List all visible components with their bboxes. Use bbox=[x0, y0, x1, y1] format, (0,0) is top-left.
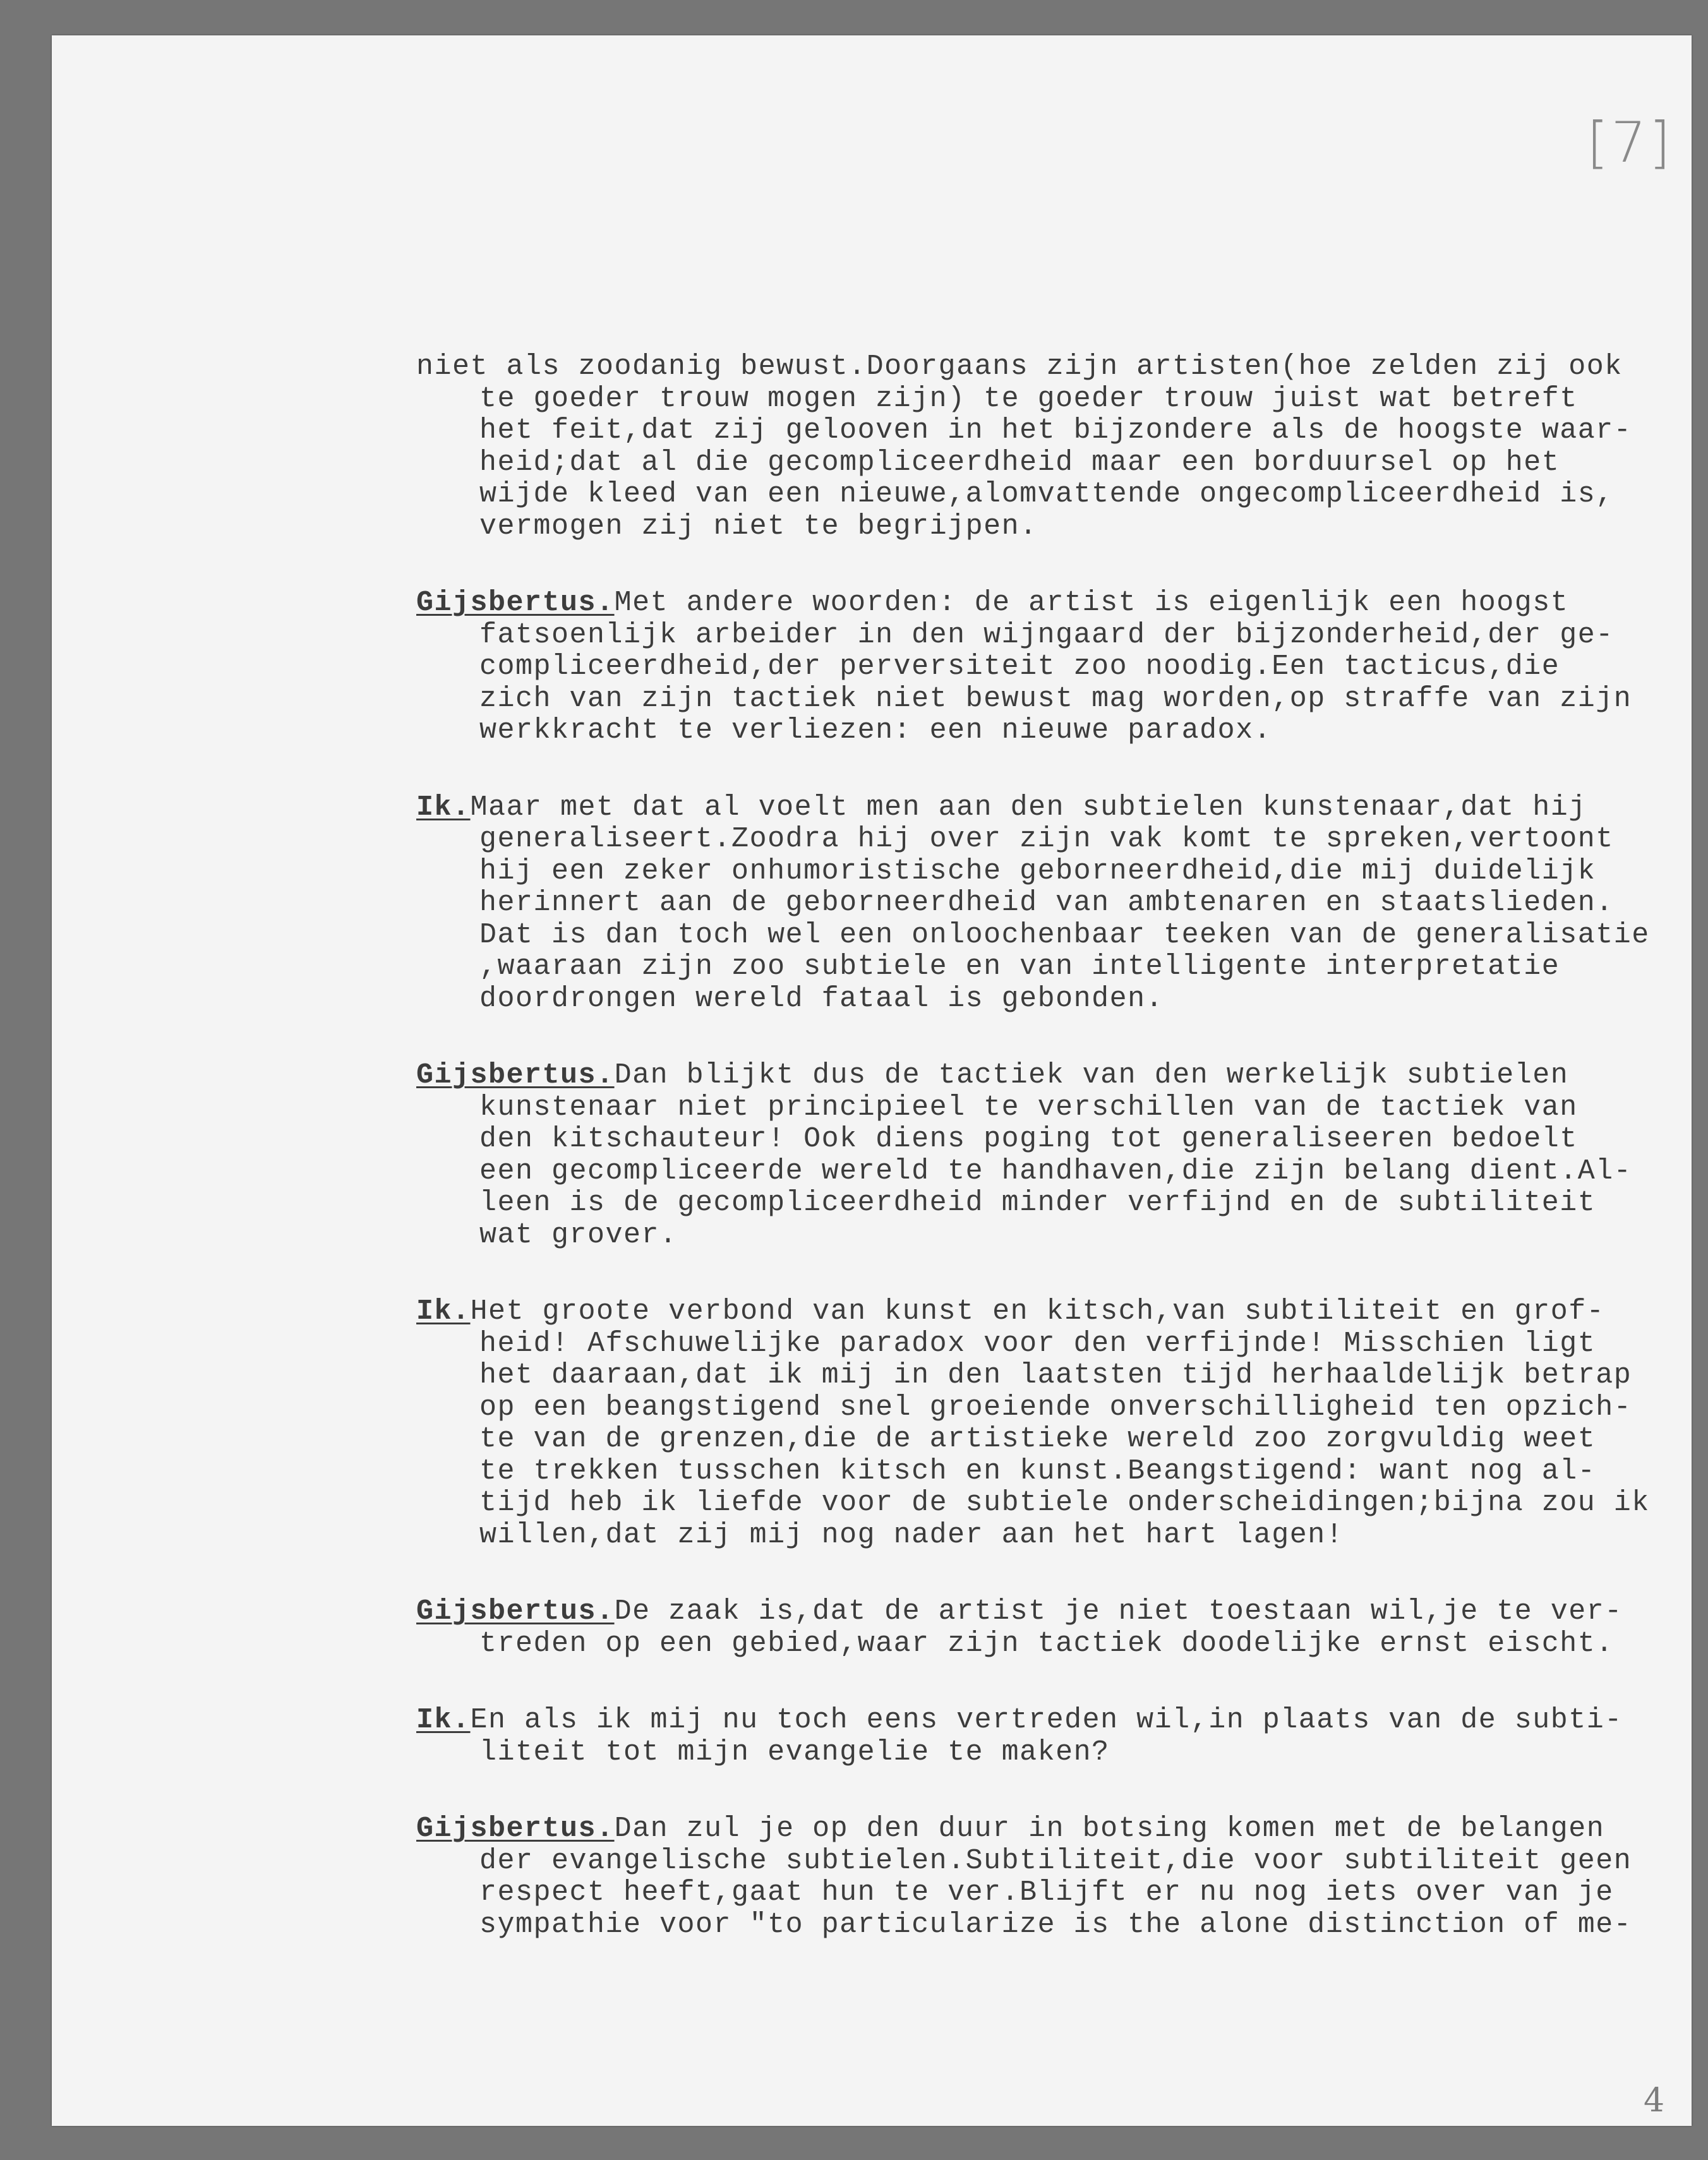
line-text: het feit,dat zij gelooven in het bijzondere als de hoogste waar- bbox=[479, 414, 1632, 447]
line-text: op een beangstigend snel groeiende onverschilligheid ten opzich- bbox=[479, 1391, 1632, 1424]
line-text: Dan zul je op den duur in botsing komen met de belangen bbox=[614, 1813, 1605, 1845]
text-line bbox=[416, 1487, 1708, 1520]
line-text: een gecompliceerde wereld te handhaven,die zijn belang dient.Al- bbox=[479, 1155, 1632, 1187]
line-text: te van de grenzen,die de artistieke wereld zoo zorgvuldig weet bbox=[479, 1423, 1596, 1455]
text-line bbox=[416, 887, 1708, 920]
text-line bbox=[416, 824, 1708, 856]
text-paragraph bbox=[416, 351, 1708, 543]
text-line bbox=[416, 1156, 1708, 1188]
text-line bbox=[416, 856, 1708, 888]
line-text: respect heeft,gaat hun te ver.Blijft er nu nog iets over van je bbox=[479, 1876, 1614, 1909]
text-line bbox=[416, 447, 1708, 479]
text-line bbox=[416, 1328, 1708, 1360]
text-line bbox=[416, 651, 1708, 683]
document-page bbox=[52, 35, 1692, 2126]
line-text: vermogen zij niet te begrijpen. bbox=[479, 510, 1038, 543]
text-line bbox=[416, 683, 1708, 716]
dialogue-paragraph bbox=[416, 1813, 1708, 1941]
dialogue-paragraph bbox=[416, 1596, 1708, 1660]
text-line bbox=[416, 1296, 1708, 1328]
line-text: Dat is dan toch wel een onloochenbaar teeken van de generalisatie bbox=[479, 918, 1650, 951]
dialogue-paragraph bbox=[416, 792, 1708, 1016]
text-line bbox=[416, 1705, 1708, 1737]
text-line bbox=[416, 351, 1708, 383]
text-line bbox=[416, 1060, 1708, 1092]
line-text: herinnert aan de geborneerdheid van ambtenaren en staatslieden. bbox=[479, 887, 1614, 919]
line-text: werkkracht te verliezen: een nieuwe paradox. bbox=[479, 714, 1272, 747]
line-text: zich van zijn tactiek niet bewust mag worden,op straffe van zijn bbox=[479, 682, 1632, 715]
text-line bbox=[416, 1124, 1708, 1156]
text-line bbox=[416, 511, 1708, 543]
text-line bbox=[416, 715, 1708, 747]
line-text: leen is de gecompliceerdheid minder verfijnd en de subtiliteit bbox=[479, 1187, 1596, 1219]
line-text: Maar met dat al voelt men aan den subtielen kunstenaar,dat hij bbox=[470, 791, 1587, 824]
line-text: Het groote verbond van kunst en kitsch,van subtiliteit en grof- bbox=[470, 1295, 1605, 1328]
speaker-name: Ik. bbox=[416, 1295, 471, 1328]
speaker-name: Ik. bbox=[416, 791, 471, 824]
dialogue-paragraph bbox=[416, 1060, 1708, 1251]
speaker-name: Gijsbertus. bbox=[416, 1813, 615, 1845]
line-text: tijd heb ik liefde voor de subtiele onderscheidingen;bijna zou ik bbox=[479, 1487, 1650, 1519]
line-text: den kitschauteur! Ook diens poging tot generaliseeren bedoelt bbox=[479, 1123, 1578, 1155]
text-line bbox=[416, 1909, 1708, 1941]
line-text: hij een zeker onhumoristische geborneerdheid,die mij duidelijk bbox=[479, 855, 1596, 887]
text-line bbox=[416, 1220, 1708, 1252]
text-line bbox=[416, 920, 1708, 952]
line-text: De zaak is,dat de artist je niet toestaan wil,je te ver- bbox=[614, 1595, 1623, 1628]
line-text: te goeder trouw mogen zijn) te goeder trouw juist wat betreft bbox=[479, 382, 1578, 415]
text-line bbox=[416, 1845, 1708, 1878]
line-text: Met andere woorden: de artist is eigenlijk een hoogst bbox=[614, 587, 1569, 619]
text-line bbox=[416, 1596, 1708, 1628]
dialogue-paragraph bbox=[416, 1296, 1708, 1551]
line-text: fatsoenlijk arbeider in den wijngaard der bijzonderheid,der ge- bbox=[479, 618, 1614, 651]
line-text: compliceerdheid,der perversiteit zoo noodig.Een tacticus,die bbox=[479, 651, 1560, 683]
line-text: treden op een gebied,waar zijn tactiek doodelijke ernst eischt. bbox=[479, 1627, 1614, 1660]
line-text: heid! Afschuwelijke paradox voor den verfijnde! Misschien ligt bbox=[479, 1327, 1596, 1360]
line-text: te trekken tusschen kitsch en kunst.Beangstigend: want nog al- bbox=[479, 1455, 1596, 1487]
speaker-name: Ik. bbox=[416, 1704, 471, 1736]
speaker-name: Gijsbertus. bbox=[416, 1595, 615, 1628]
line-text: Dan blijkt dus de tactiek van den werkelijk subtielen bbox=[614, 1059, 1569, 1091]
text-line bbox=[416, 1520, 1708, 1552]
line-text: willen,dat zij mij nog nader aan het hart lagen! bbox=[479, 1518, 1344, 1551]
line-text: kunstenaar niet principieel te verschillen van de tactiek van bbox=[479, 1091, 1578, 1124]
line-text: heid;dat al die gecompliceerdheid maar een borduursel op het bbox=[479, 446, 1560, 479]
text-line bbox=[416, 1424, 1708, 1456]
text-line bbox=[416, 1628, 1708, 1660]
line-text: het daaraan,dat ik mij in den laatsten tijd herhaaldelijk betrap bbox=[479, 1359, 1632, 1391]
speaker-name: Gijsbertus. bbox=[416, 587, 615, 619]
text-line bbox=[416, 1360, 1708, 1392]
text-line bbox=[416, 1392, 1708, 1424]
line-text: sympathie voor "to particularize is the alone distinction of me- bbox=[479, 1908, 1632, 1941]
handwritten-note: 4 bbox=[1644, 2082, 1665, 2120]
line-text: En als ik mij nu toch eens vertreden wil,in plaats van de subti- bbox=[470, 1704, 1623, 1736]
text-line bbox=[416, 951, 1708, 983]
text-line bbox=[416, 1737, 1708, 1769]
dialogue-paragraph bbox=[416, 587, 1708, 747]
line-text: doordrongen wereld fataal is gebonden. bbox=[479, 982, 1164, 1015]
speaker-name: Gijsbertus. bbox=[416, 1059, 615, 1091]
line-text: ,waaraan zijn zoo subtiele en van intelligente interpretatie bbox=[479, 951, 1560, 983]
line-text: niet als zoodanig bewust.Doorgaans zijn artisten(hoe zelden zij ook bbox=[416, 351, 1623, 383]
text-line bbox=[416, 1813, 1708, 1845]
page-number: [7] bbox=[1587, 110, 1673, 175]
line-text: liteit tot mijn evangelie te maken? bbox=[479, 1736, 1110, 1768]
text-line bbox=[416, 1456, 1708, 1488]
dialogue-paragraph bbox=[416, 1705, 1708, 1768]
text-line bbox=[416, 620, 1708, 652]
text-line bbox=[416, 1187, 1708, 1220]
text-line bbox=[416, 479, 1708, 511]
line-text: der evangelische subtielen.Subtiliteit,die voor subtiliteit geen bbox=[479, 1844, 1632, 1877]
line-text: wat grover. bbox=[479, 1218, 678, 1251]
text-line bbox=[416, 587, 1708, 620]
text-line bbox=[416, 983, 1708, 1016]
text-line bbox=[416, 1092, 1708, 1124]
line-text: wijde kleed van een nieuwe,alomvattende ongecompliceerdheid is, bbox=[479, 478, 1614, 510]
line-text: generaliseert.Zoodra hij over zijn vak komt te spreken,vertoont bbox=[479, 823, 1614, 855]
text-line bbox=[416, 415, 1708, 447]
typed-text-body bbox=[416, 351, 1708, 1986]
text-line bbox=[416, 792, 1708, 824]
text-line bbox=[416, 1877, 1708, 1909]
text-line bbox=[416, 383, 1708, 416]
